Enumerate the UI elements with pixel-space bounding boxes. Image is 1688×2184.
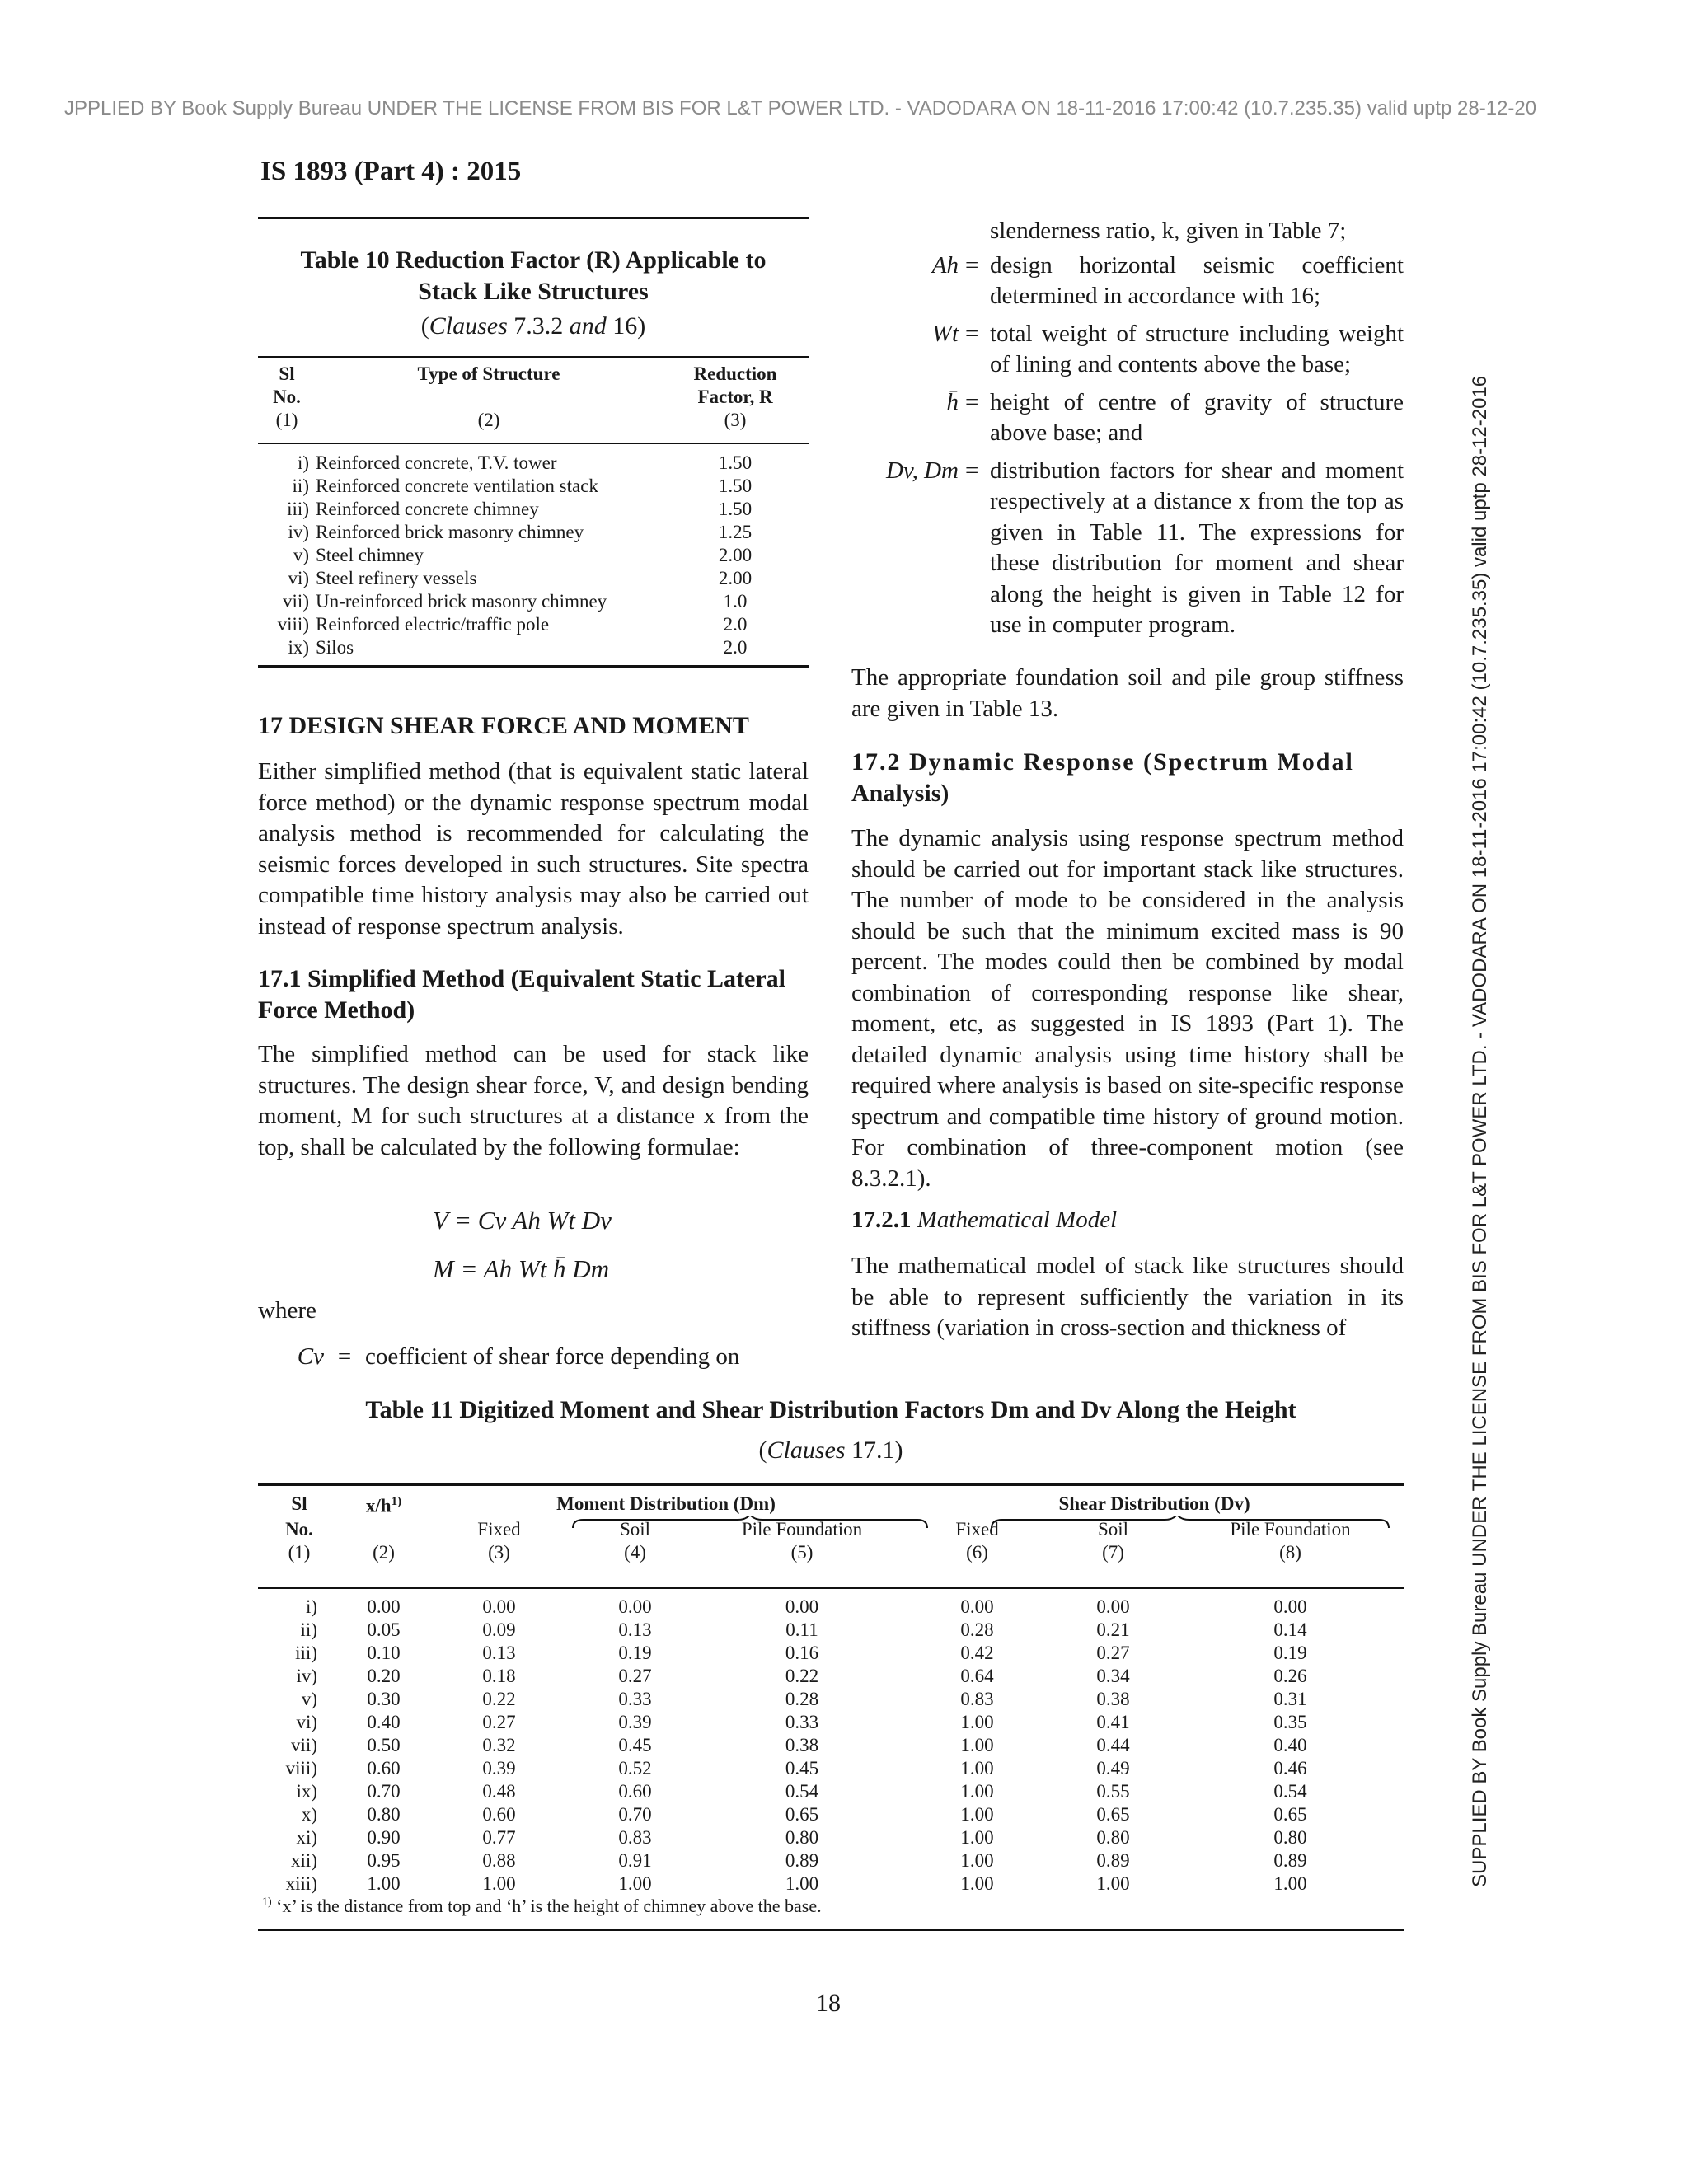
t11-sub-pile-m: Pile Foundation	[741, 1518, 863, 1540]
t11-cell-s-soil: 0.21	[1096, 1619, 1130, 1640]
cv-definition: Cv = coefficient of shear force depending on	[258, 1342, 809, 1373]
t11-cell-s-pile: 0.00	[1273, 1596, 1307, 1617]
t11-sub-soil-m: Soil	[619, 1518, 651, 1540]
def-wt-text: total weight of structure including weight of lining and contents above the base;	[990, 320, 1404, 377]
t11-cell-s-fixed: 1.00	[960, 1873, 994, 1894]
t11-row	[258, 1688, 1404, 1711]
t11-cell-s-soil: 0.41	[1096, 1712, 1130, 1732]
t11-cell-s-pile: 1.00	[1273, 1873, 1307, 1894]
t11-cell-m-pile: 0.54	[785, 1781, 819, 1802]
t11-row	[258, 1849, 1404, 1872]
t11-cell-no: vii)	[291, 1735, 317, 1755]
table11-caption: Table 11 Digitized Moment and Shear Distribution Factors Dm and Dv Along the Height	[365, 1396, 1296, 1423]
t11-cell-m-fixed: 0.22	[482, 1689, 516, 1709]
sec172-title-line1-wrap	[851, 747, 1404, 778]
def-row-ah: Ah = design horizontal seismic coefficient determined in accordance with 16;	[851, 251, 1404, 312]
t10-row	[258, 521, 809, 544]
table10-bottom-rule	[258, 665, 809, 668]
t10-cell-type: Reinforced brick masonry chimney	[316, 522, 584, 542]
equation-moment: M = Ah Wt h̄ Dm	[433, 1254, 610, 1283]
t10-cell-r: 1.25	[718, 522, 753, 542]
t11-cell-no: viii)	[285, 1758, 317, 1779]
t11-cell-xh: 0.00	[367, 1596, 401, 1617]
t10-row	[258, 544, 809, 567]
t10-row	[258, 590, 809, 613]
sec17-para: Either simplified method (that is equivalent static lateral force method) or the dynamic response spectrum modal analysis method is recommended for calculating the seismic forces developed in such structures. Site spectra compatible time history analysis may also be carried out instead of response spectrum analysis.	[258, 758, 809, 940]
t11-row	[258, 1780, 1404, 1803]
table11-bottom-rule	[258, 1929, 1404, 1931]
sec171-title-line1: 17.1 Simplified Method (Equivalent Static Lateral	[258, 965, 785, 992]
t10-cell-no: ix)	[288, 637, 309, 658]
t11-cell-no: iii)	[295, 1643, 317, 1663]
t11-sub-pile-s: Pile Foundation	[1230, 1518, 1351, 1540]
t11-cell-s-soil: 0.55	[1096, 1781, 1130, 1802]
t10-colnum-3: (3)	[724, 410, 747, 430]
table11-head-rule	[258, 1587, 1404, 1589]
t11-sub-fixed-m: Fixed	[477, 1518, 521, 1540]
moment-group-brace	[573, 1516, 927, 1528]
t11-cell-m-soil: 0.60	[618, 1781, 652, 1802]
t11-colnum-2: (2)	[373, 1541, 395, 1563]
t10-row	[258, 636, 809, 659]
t11-cell-s-soil: 0.65	[1096, 1804, 1130, 1825]
sec172-title-line2: Analysis)	[851, 780, 950, 807]
sec1721-title	[851, 1205, 1404, 1236]
t11-cell-s-pile: 0.46	[1273, 1758, 1307, 1779]
t11-cell-s-pile: 0.40	[1273, 1735, 1307, 1755]
t10-cell-r: 2.0	[723, 637, 748, 658]
t11-cell-xh: 0.70	[367, 1781, 401, 1802]
table11-clauses: (Clauses 17.1)	[758, 1436, 903, 1464]
t11-cell-m-pile: 0.89	[785, 1850, 819, 1871]
t11-cell-xh: 0.30	[367, 1689, 401, 1709]
t11-cell-m-pile: 0.00	[785, 1596, 819, 1617]
table10-body-rule	[258, 443, 809, 444]
t11-head-shear: Shear Distribution (Dv)	[1058, 1493, 1250, 1514]
shear-group-brace	[992, 1516, 1389, 1528]
t11-cell-s-pile: 0.26	[1273, 1666, 1307, 1686]
t11-cell-m-soil: 1.00	[618, 1873, 652, 1894]
t11-cell-m-pile: 0.45	[785, 1758, 819, 1779]
t11-head-xh-label: x/h	[365, 1495, 392, 1516]
sec1721-num: 17.2.1	[851, 1207, 912, 1233]
t11-cell-m-soil: 0.19	[618, 1643, 652, 1663]
def-slenderness-text: slenderness ratio, k, given in Table 7;	[990, 218, 1347, 244]
sec172-para: The dynamic analysis using response spectrum method should be carried out for important stack like structures. The number of mode to be considered in the analysis should be such that the minimum excited mass is 90 percent. The modes could then be combined by modal combination of corresponding response like shear, moment, etc, as suggested in IS 1893 (Part 1). The detailed dynamic analysis using time history shall be required where analysis is based on site-specific response spectrum and compatible time history of ground motion. For combination of three-component motion (see 8.3.2.1).	[851, 825, 1404, 1192]
t11-row	[258, 1872, 1404, 1896]
def-row-wt: Wt = total weight of structure including weight of lining and contents above the base;	[851, 319, 1404, 381]
t11-cell-s-soil: 0.49	[1096, 1758, 1130, 1779]
t10-row	[258, 613, 809, 636]
t11-cell-xh: 0.90	[367, 1827, 401, 1848]
table11-footnote-text: ‘x’ is the distance from top and ‘h’ is the height of chimney above the base.	[271, 1896, 822, 1916]
t11-cell-m-soil: 0.91	[618, 1850, 652, 1871]
t11-cell-no: vi)	[296, 1712, 317, 1732]
def-hbar-text: height of centre of gravity of structure above base; and	[990, 388, 1404, 446]
t11-cell-no: xii)	[291, 1850, 317, 1871]
t11-cell-s-fixed: 1.00	[960, 1850, 994, 1871]
t11-cell-s-fixed: 0.28	[960, 1619, 994, 1640]
t11-cell-m-fixed: 0.48	[482, 1781, 516, 1802]
t11-cell-m-soil: 0.39	[618, 1712, 652, 1732]
table10-clauses-and: and	[569, 312, 607, 340]
table10-clauses-mid: 7.3.2	[507, 312, 570, 340]
table11-clauses-word: Clauses	[767, 1436, 846, 1464]
t11-row	[258, 1757, 1404, 1780]
sec171-para: The simplified method can be used for stack like structures. The design shear force, V, and design bending moment, M for such structures at a distance x from the top, shall be calculated by the following formulae:	[258, 1041, 809, 1160]
t11-cell-m-pile: 0.22	[785, 1666, 819, 1686]
t11-cell-s-soil: 0.27	[1096, 1643, 1130, 1663]
t11-cell-m-fixed: 0.32	[482, 1735, 516, 1755]
t10-cell-r: 1.0	[723, 591, 748, 612]
sec171-title-line2: Force Method)	[258, 996, 415, 1024]
t11-cell-s-pile: 0.14	[1273, 1619, 1307, 1640]
where-label: where	[258, 1297, 316, 1324]
t11-row	[258, 1619, 1404, 1642]
sec171-title	[258, 963, 809, 1026]
table10-caption: Table 10 Reduction Factor (R) Applicable to Stack Like Structures (Clauses 7.3.2 and 16)	[300, 246, 767, 340]
t10-head-reduction: Reduction	[693, 363, 777, 384]
def-ah-symbol: Ah	[931, 251, 959, 279]
t10-cell-no: vi)	[288, 568, 309, 588]
sec1721-name: Mathematical Model	[917, 1207, 1118, 1233]
t11-cell-m-pile: 0.16	[785, 1643, 819, 1663]
t11-cell-m-soil: 0.27	[618, 1666, 652, 1686]
t10-colnum-1: (1)	[275, 410, 298, 430]
t10-cell-no: ii)	[292, 476, 309, 496]
t11-cell-no: xi)	[296, 1827, 317, 1848]
t11-cell-m-fixed: 0.18	[482, 1666, 516, 1686]
t11-cell-no: xiii)	[285, 1873, 317, 1894]
table10-caption-line1: Table 10 Reduction Factor (R) Applicable to	[300, 246, 767, 274]
table10-head-rule	[258, 356, 809, 358]
t11-cell-xh: 0.40	[367, 1712, 401, 1732]
t11-row	[258, 1826, 1404, 1849]
t11-cell-s-soil: 0.44	[1096, 1735, 1130, 1755]
t11-row	[258, 1642, 1404, 1665]
t11-cell-m-pile: 0.11	[785, 1619, 818, 1640]
t11-cell-m-soil: 0.83	[618, 1827, 652, 1848]
t11-cell-m-soil: 0.52	[618, 1758, 652, 1779]
t11-head-sl: Sl	[291, 1493, 307, 1514]
foundation-para: The appropriate foundation soil and pile group stiffness are given in Table 13.	[851, 664, 1404, 722]
def-ah-text: design horizontal seismic coefficient determined in accordance with 16;	[990, 251, 1404, 309]
table11-footnote	[262, 1896, 822, 1917]
def-row-hbar: h̄ = height of centre of gravity of structure above base; and	[851, 387, 1404, 449]
t10-cell-no: iii)	[287, 499, 309, 519]
t11-cell-s-soil: 0.00	[1096, 1596, 1130, 1617]
t11-cell-no: ii)	[300, 1619, 317, 1640]
t10-cell-no: viii)	[277, 614, 309, 635]
t11-cell-s-fixed: 1.00	[960, 1781, 994, 1802]
t11-cell-m-pile: 0.33	[785, 1712, 819, 1732]
table10-body	[258, 452, 809, 659]
table11-footnote-sup: 1)	[262, 1896, 272, 1909]
t11-head-moment: Moment Distribution (Dm)	[556, 1493, 776, 1514]
t10-row	[258, 475, 809, 498]
t11-colnum-5: (5)	[790, 1541, 814, 1563]
t11-cell-m-fixed: 1.00	[482, 1873, 516, 1894]
t11-cell-s-soil: 0.80	[1096, 1827, 1130, 1848]
definitions-list	[851, 216, 1404, 641]
t10-cell-type: Un-reinforced brick masonry chimney	[316, 591, 607, 612]
t11-cell-s-soil: 0.38	[1096, 1689, 1130, 1709]
t11-cell-no: v)	[301, 1689, 317, 1709]
def-dvdm-text: distribution factors for shear and moment respectively at a distance x from the top as given in Table 11. The expressions for these distribution for moment and shear along the height is given in Table 12 for use in computer program.	[990, 457, 1404, 638]
standard-id: IS 1893 (Part 4) : 2015	[260, 157, 522, 186]
t11-head-xh	[340, 1490, 427, 1518]
t11-cell-m-soil: 0.13	[618, 1619, 652, 1640]
t11-row	[258, 1734, 1404, 1757]
t10-cell-type: Steel chimney	[316, 545, 424, 565]
table10-caption-line2: Stack Like Structures	[418, 278, 649, 305]
t11-row	[258, 1596, 1404, 1619]
t11-cell-s-pile: 0.80	[1273, 1827, 1307, 1848]
table11-body	[258, 1596, 1404, 1896]
t10-head-no: No.	[273, 387, 301, 407]
t10-cell-type: Reinforced concrete chimney	[316, 499, 539, 519]
t11-cell-s-pile: 0.31	[1273, 1689, 1307, 1709]
table10-clauses-word: Clauses	[429, 312, 508, 340]
t11-sub-fixed-s: Fixed	[955, 1518, 999, 1540]
t10-head-sl: Sl	[279, 363, 295, 384]
t11-colnum-8: (8)	[1279, 1541, 1301, 1563]
t11-cell-m-soil: 0.70	[618, 1804, 652, 1825]
t11-cell-m-fixed: 0.88	[482, 1850, 516, 1871]
table10-clauses-tail: 16	[606, 312, 638, 340]
def-dvdm-symbol: Dv, Dm	[885, 457, 959, 484]
equation-shear: V = Cv Ah Wt Dv	[433, 1206, 612, 1235]
def-row-dv-dm: Dv, Dm = distribution factors for shear and moment respectively at a distance x from the top as given in Table 11. The expressions for these distribution for moment and shear along the height is given in Table 12 for use in computer program.	[851, 456, 1404, 641]
t10-cell-no: v)	[293, 545, 309, 565]
def-wt-symbol: Wt	[931, 320, 959, 347]
t11-cell-s-fixed: 1.00	[960, 1827, 994, 1848]
t10-cell-no: i)	[297, 452, 309, 473]
t11-cell-m-pile: 0.65	[785, 1804, 819, 1825]
t11-cell-s-pile: 0.54	[1273, 1781, 1307, 1802]
table11-top-rule	[258, 1483, 1404, 1486]
t11-cell-m-fixed: 0.60	[482, 1804, 516, 1825]
t10-row	[258, 498, 809, 521]
t11-cell-no: x)	[301, 1804, 317, 1825]
cv-text: coefficient of shear force depending on	[365, 1343, 740, 1370]
t11-cell-s-pile: 0.19	[1273, 1643, 1307, 1663]
t10-colnum-2: (2)	[477, 410, 500, 430]
t11-cell-m-fixed: 0.09	[482, 1619, 516, 1640]
t11-cell-s-fixed: 0.83	[960, 1689, 994, 1709]
cv-symbol: Cv	[297, 1343, 324, 1370]
t11-cell-m-soil: 0.00	[618, 1596, 652, 1617]
t10-cell-type: Reinforced concrete ventilation stack	[316, 476, 598, 496]
t11-cell-xh: 0.50	[367, 1735, 401, 1755]
t11-cell-m-fixed: 0.39	[482, 1758, 516, 1779]
t11-cell-s-fixed: 0.64	[960, 1666, 994, 1686]
sec172-title-line1: 17.2 Dynamic Response (Spectrum Modal	[851, 748, 1354, 776]
t10-row	[258, 567, 809, 590]
t11-cell-m-fixed: 0.27	[482, 1712, 516, 1732]
t10-cell-type: Silos	[316, 637, 354, 658]
t11-cell-s-fixed: 0.00	[960, 1596, 994, 1617]
t11-cell-no: ix)	[296, 1781, 317, 1802]
t11-cell-m-fixed: 0.77	[482, 1827, 516, 1848]
t11-cell-xh: 0.80	[367, 1804, 401, 1825]
t11-cell-m-soil: 0.33	[618, 1689, 652, 1709]
t11-sub-soil-s: Soil	[1097, 1518, 1129, 1540]
t11-cell-xh: 0.10	[367, 1643, 401, 1663]
sec172-title	[851, 747, 1404, 809]
t11-cell-no: i)	[305, 1596, 317, 1617]
table10-top-rule	[258, 217, 809, 219]
t11-cell-no: iv)	[296, 1666, 317, 1686]
table10-header	[258, 363, 809, 432]
t11-cell-s-soil: 1.00	[1096, 1873, 1130, 1894]
t11-cell-xh: 1.00	[367, 1873, 401, 1894]
t10-cell-type: Reinforced concrete, T.V. tower	[316, 452, 557, 473]
t11-cell-m-fixed: 0.00	[482, 1596, 516, 1617]
def-hbar-symbol: h̄	[946, 388, 959, 415]
t10-cell-no: iv)	[288, 522, 309, 542]
table11-clauses-num: 17.1	[845, 1436, 895, 1464]
t10-cell-r: 1.50	[718, 452, 753, 473]
t11-row	[258, 1665, 1404, 1688]
t11-cell-s-pile: 0.89	[1273, 1850, 1307, 1871]
t11-cell-xh: 0.05	[367, 1619, 401, 1640]
t11-cell-s-fixed: 1.00	[960, 1758, 994, 1779]
t10-cell-r: 1.50	[718, 476, 753, 496]
t10-row	[258, 452, 809, 475]
t11-row	[258, 1803, 1404, 1826]
t11-cell-m-fixed: 0.13	[482, 1643, 516, 1663]
sec17-title: 17 DESIGN SHEAR FORCE AND MOMENT	[258, 712, 749, 739]
t11-cell-m-soil: 0.45	[618, 1735, 652, 1755]
t11-colnum-6: (6)	[966, 1541, 988, 1563]
t11-head-xh-sup: 1)	[391, 1495, 402, 1508]
t11-cell-s-soil: 0.89	[1096, 1850, 1130, 1871]
t10-cell-r: 2.00	[718, 545, 753, 565]
t11-row	[258, 1711, 1404, 1734]
t11-cell-xh: 0.60	[367, 1758, 401, 1779]
t10-cell-r: 1.50	[718, 499, 753, 519]
t10-cell-type: Steel refinery vessels	[316, 568, 477, 588]
t11-colnum-7: (7)	[1102, 1541, 1124, 1563]
t11-cell-m-pile: 0.38	[785, 1735, 819, 1755]
t10-cell-r: 2.0	[723, 614, 748, 635]
t10-cell-no: vii)	[283, 591, 309, 612]
t11-cell-s-fixed: 0.42	[960, 1643, 994, 1663]
supply-note-top: JPPLIED BY Book Supply Bureau UNDER THE LICENSE FROM BIS FOR L&T POWER LTD. - VADODARA ON 18-11-2016 17:00:42 (10.7.235.35) valid uptp 28-12-20	[64, 97, 1537, 120]
t11-cell-xh: 0.95	[367, 1850, 401, 1871]
t10-cell-type: Reinforced electric/traffic pole	[316, 614, 550, 635]
t11-colnum-3: (3)	[488, 1541, 510, 1563]
sec1721-para: The mathematical model of stack like structures should be able to represent sufficiently the variation in its stiffness (variation in cross-section and thickness of	[851, 1253, 1404, 1341]
t11-cell-m-pile: 0.80	[785, 1827, 819, 1848]
t11-cell-m-pile: 0.28	[785, 1689, 819, 1709]
table11-group-braces	[258, 1516, 1404, 1533]
t10-head-factor: Factor, R	[697, 387, 773, 407]
def-row-slenderness	[851, 216, 1404, 247]
t11-cell-s-fixed: 1.00	[960, 1804, 994, 1825]
t11-cell-xh: 0.20	[367, 1666, 401, 1686]
t10-head-type: Type of Structure	[417, 363, 560, 384]
page-number: 18	[816, 1990, 841, 2017]
t11-cell-m-pile: 1.00	[785, 1873, 819, 1894]
t11-cell-s-fixed: 1.00	[960, 1735, 994, 1755]
t11-colnum-4: (4)	[624, 1541, 646, 1563]
t11-cell-s-soil: 0.34	[1096, 1666, 1130, 1686]
t11-cell-s-pile: 0.35	[1273, 1712, 1307, 1732]
supply-note-side: SUPPLIED BY Book Supply Bureau UNDER THE LICENSE FROM BIS FOR L&T POWER LTD. - VADODARA ON 18-11-2016 17:00:42 (10.7.235.35) valid uptp 28-12-2016	[1469, 375, 1491, 1887]
t11-cell-s-pile: 0.65	[1273, 1804, 1307, 1825]
t11-cell-s-fixed: 1.00	[960, 1712, 994, 1732]
t10-cell-r: 2.00	[718, 568, 753, 588]
t11-colnum-1: (1)	[288, 1541, 311, 1563]
t11-head-no: No.	[285, 1518, 313, 1540]
